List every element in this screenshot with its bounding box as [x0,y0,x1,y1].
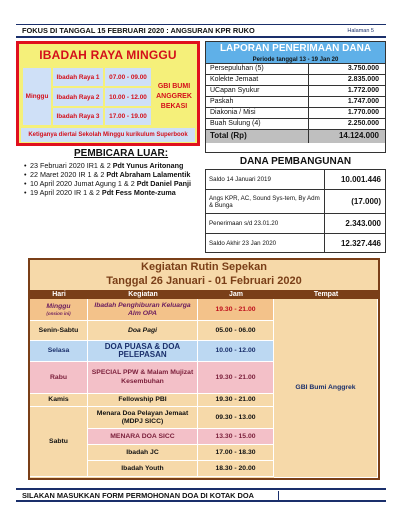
ibadah-location: GBI BUMI ANGGREK BEKASI [153,68,195,125]
kegiatan-title: Kegiatan Rutin Sepekan [141,261,267,273]
pembicara-luar [16,148,206,253]
laporan-penerimaan-table [205,41,386,153]
service-2-name: Ibadah Raya 2 [53,88,103,106]
ibadah-schedule [23,68,195,126]
page-header [16,24,386,38]
hari-cell: Kamis [30,394,88,407]
table-row: Angs KPR, AC, Sound Sys-tem, By Adm & Bunga (17.000) [206,190,385,214]
tempat-cell: GBI Bumi Anggrek [274,299,378,478]
ibadah-raya-box [16,41,200,146]
table-row [88,407,274,429]
column-header-hari: Hari [52,291,66,298]
list-item: • 19 April 2020 IR 1 & 2 Pdt Fess Monte-zuma [24,189,204,198]
kegiatan-cell: SPECIAL PPW & Malam Mujizat Kesembuhan [88,362,198,394]
jam-cell: 19.30 - 21.00 [198,394,274,407]
table-row: Saldo 14 Januari 2019 10.001.446 [206,170,385,190]
jam-cell: 10.00 - 12.00 [198,341,274,362]
column-header-jam: Jam [228,291,243,298]
kegiatan-cell: Ibadah Youth [88,461,198,477]
jam-cell: 19.30 - 21.00 [198,299,274,321]
total-row: Total (Rp) 14.124.000 [206,130,385,143]
page-number: Halaman 5 [347,27,374,34]
dana-title: DANA PEMBANGUNAN [239,156,352,167]
kegiatan-cell: Doa Pagi [88,321,198,341]
table-row: Paskah 1.747.000 [206,97,385,108]
service-1-name: Ibadah Raya 1 [53,68,103,86]
kegiatan-column-headers [30,290,378,299]
table-row: Saldo Akhir 23 Jan 2020 12.327.446 [206,234,385,252]
ibadah-footer-note: Ketiganya diertai Sekolah Minggu kurikulum Superbook [21,128,195,142]
kegiatan-cell: Fellowship PBI [88,394,198,407]
service-3-name: Ibadah Raya 3 [53,108,103,125]
laporan-period: Periode tanggal 13 - 19 Jan 20 [206,56,385,64]
kegiatan-cell: Ibadah JC [88,445,198,461]
column-header-tempat: Tempat [313,291,339,298]
footer-text: SILAKAN MASUKKAN FORM PERMOHONAN DOA DI KOTAK DOA [16,491,279,500]
jam-cell: 05.00 - 06.00 [198,321,274,341]
ibadah-day: Minggu [23,68,51,125]
service-3-time: 17.00 - 19.00 [105,108,151,125]
jam-cell: 17.00 - 18.30 [198,445,274,461]
kegiatan-header [30,260,378,290]
list-item: • 23 Februari 2020 IR1 & 2 Pdt Yunus Aritonang [24,162,204,171]
kegiatan-cell: Ibadah Penghiburan Keluarga Alm OPA [88,299,198,321]
table-row: Buah Sulung (4) 2.250.000 [206,119,385,130]
kegiatan-table [30,299,378,477]
hari-cell: Senin-Sabtu [30,321,88,341]
list-item: • 10 April 2020 Jumat Agung 1 & 2 Pdt Daniel Panji [24,180,204,189]
dana-pembangunan [205,155,386,253]
kegiatan-rutin [28,258,380,480]
table-row [88,445,274,461]
laporan-title: LAPORAN PENERIMAAN DANA [206,42,385,56]
kegiatan-cell: DOA PUASA & DOA PELEPASAN [88,341,198,362]
kegiatan-dates: Tanggal 26 Januari - 01 Februari 2020 [106,275,302,287]
table-row: Kolekte Jemaat 2.835.000 [206,75,385,86]
jam-cell: 13.30 - 15.00 [198,429,274,445]
table-row: Diakonia / Misi 1.770.000 [206,108,385,119]
hari-cell: Selasa [30,341,88,362]
table-row [88,429,274,445]
footer-note [16,488,386,502]
hari-cell: Minggu (onsion ini) [30,299,88,321]
kegiatan-cell: Menara Doa Pelayan Jemaat (MDPJ SICC) [88,407,198,429]
hari-cell: Rabu [30,362,88,394]
header-title: FOKUS DI TANGGAL 15 FEBRUARI 2020 : ANGSURAN KPR RUKO [22,26,255,35]
hari-cell: Sabtu [30,407,88,477]
jam-cell: 09.30 - 13.00 [198,407,274,429]
dana-table [205,169,386,253]
pembicara-list [24,162,204,198]
jam-cell: 18.30 - 20.00 [198,461,274,477]
column-header-kegiatan: Kegiatan [128,291,158,298]
ibadah-title: IBADAH RAYA MINGGU [19,44,197,66]
kegiatan-cell: MENARA DOA SICC [88,429,198,445]
pembicara-title: PEMBICARA LUAR: [74,148,169,159]
table-row: Penerimaan s/d 23.01.20 2.343.000 [206,214,385,234]
service-1-time: 07.00 - 09.00 [105,68,151,86]
jam-cell: 19.30 - 21.00 [198,362,274,394]
table-row: Persepuluhan (5) 3.750.000 [206,64,385,75]
table-row [88,461,274,477]
service-2-time: 10.00 - 12.00 [105,88,151,106]
list-item: • 22 Maret 2020 IR 1 & 2 Pdt Abraham Lalamentik [24,171,204,180]
table-row: UCapan Syukur 1.772.000 [206,86,385,97]
